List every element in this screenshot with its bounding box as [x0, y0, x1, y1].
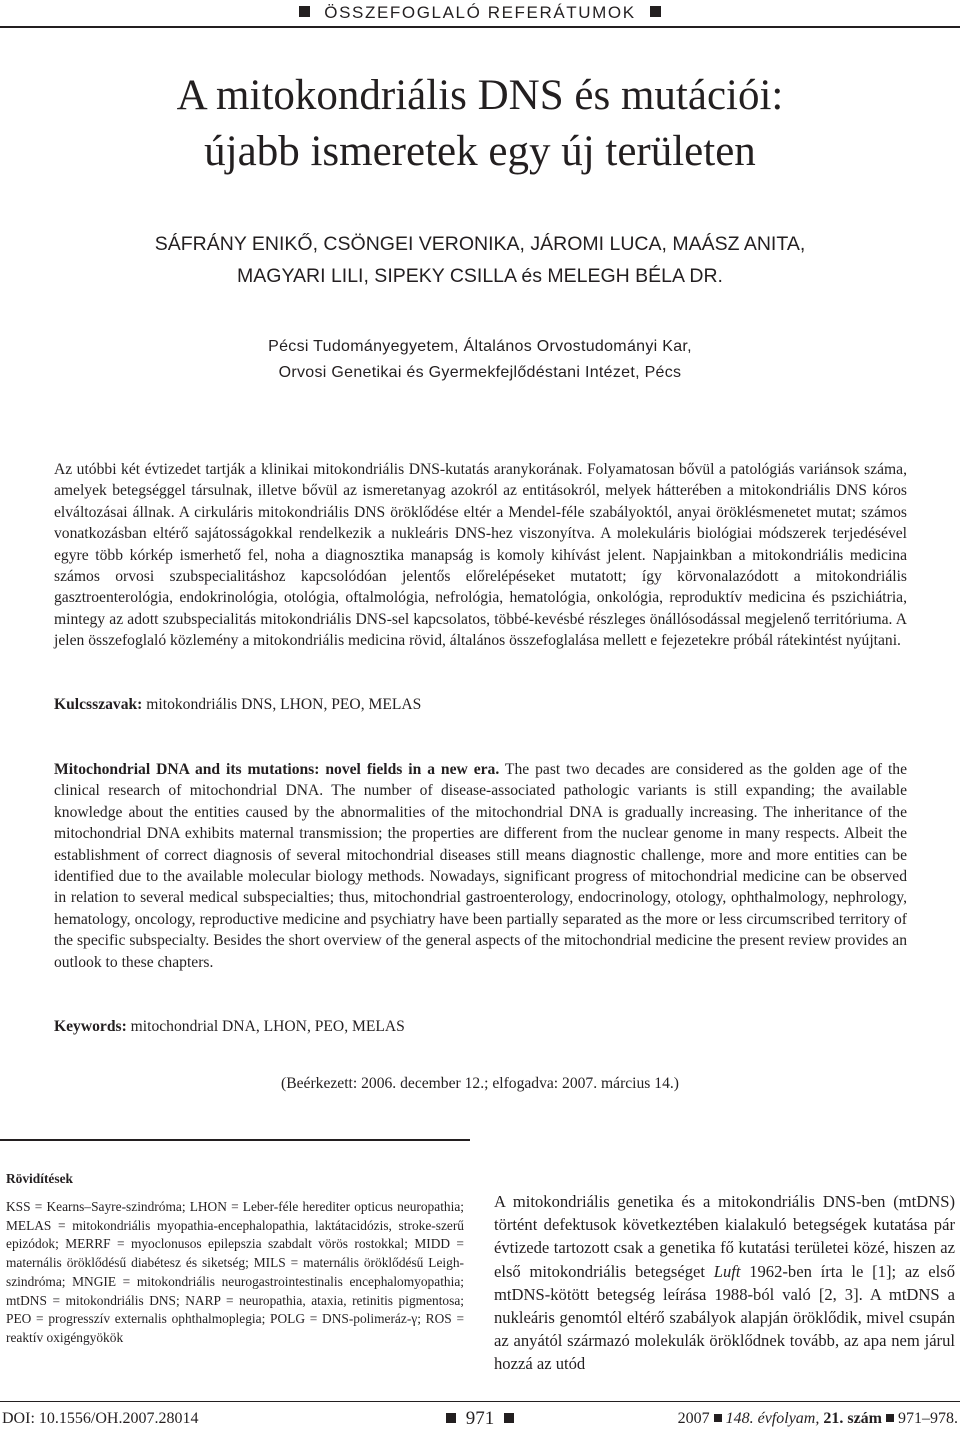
footer-doi: DOI: 10.1556/OH.2007.28014 — [2, 1410, 199, 1427]
abbreviations-title: Rövidítések — [6, 1171, 73, 1186]
authors-line-1: SÁFRÁNY ENIKŐ, CSÖNGEI VERONIKA, JÁROMI LUCA, MAÁSZ ANITA, — [154, 233, 806, 255]
keywords-label: Keywords: — [54, 1018, 127, 1035]
abstract-english-text: The past two decades are considered as the golden age of the clinical research of mitochondrial DNA. The number of disease-associated pathologic variants is still expanding; the available knowledge about the entities caused by the abnormalities of the mitochondrial DNA is gradually increasing. The inheritance of the mitochondrial DNA exhibits maternal transmission; the properties are different from the nuclear genome in many respects. Albeit the establishment of correct diagnosis of several mitochondrial diseases still means diagnostic challenge, more and more entities can be identified due to the available molecular biology methods. Nowadays, significant progress of mitochondrial medicine can be observed in relation to several medical subspecialties; thus, mitochondrial gastroenterology, endocrinology, otology, ophthalmology, nephrology, hematology, oncology, reproductive medicine and psychiatry have been partially separated as the more or less circumscribed territory of the specific subspecialty. Besides the short overview of the general aspects of the mitochondrial medicine the present review provides an outlook to these chapters. — [54, 761, 907, 971]
keywords-values: mitokondriális DNS, LHON, PEO, MELAS — [146, 696, 422, 713]
footer-journal-info — [678, 1407, 958, 1431]
received-dates: (Beérkezett: 2006. december 12.; elfogadva: 2007. március 14.) — [281, 1075, 679, 1092]
bullet-square-icon — [504, 1413, 514, 1423]
page-number: 971 — [465, 1408, 495, 1429]
author-list — [0, 228, 960, 292]
abstract-hungarian: Az utóbbi két évtizedet tartják a klinikai mitokondriális DNS-kutatás aranykorának. Folyamatosan bővül a patológiás variánsok száma, amelyek betegséggel társulnak, illetve bővül az ismeretanyag azokról az entitásokról, melyek hátterében a mitokondriális DNS kóros elváltozásai állnak. A cirkuláris mitokondriális DNS öröklődése eltér a Mendel-féle szabályoktól, anyai öröklésmenetet mutat; számos vonatkozásban eltérő sajátosságokkal rendelkezik a nukleáris DNS-hez viszonyítva. A molekuláris biológiai módszerek terjedésével egyre több kórkép ismerhető fel, noha a diagnosztika manapság is komoly kihívást jelent. Napjainkban a mitokondriális medicina számos orvosi szubspecialitáshoz kapcsolódóan jelentős előrelépéseket mutatott; így körvonalazódott a mitokondriális gasztroenterológia, endokrinológia, otológia, oftalmológia, nefrológia, hematológia, onkológia, reproduktív medicina és pszichiátria, mintegy az adott szubspecialitás mitokondriális DNS-sel kapcsolatos, többé-kevésbé részleges önállósodással megjelenő territóriuma. A jelen összefoglaló közlemény a mitokondriális medicina rövid, általános összefoglalása mellett e fejezetekre próbál rátekintést nyújtani. — [54, 461, 907, 650]
keywords-label: Kulcsszavak: — [54, 696, 143, 713]
keywords-english — [54, 1016, 907, 1038]
footer-issue: 21. szám — [823, 1410, 882, 1427]
keywords-hungarian — [54, 694, 907, 716]
intro-paragraph — [494, 1190, 955, 1376]
title-line-1: A mitokondriális DNS és mutációi: — [176, 72, 784, 119]
section-header — [0, 0, 960, 26]
footer-divider — [0, 1401, 960, 1402]
abstract-english-title: Mitochondrial DNA and its mutations: novel fields in a new era. — [54, 761, 500, 778]
bullet-square-icon — [650, 6, 661, 17]
abbreviations-text: KSS = Kearns–Sayre-szindróma; LHON = Leber-féle herediter opticus neuropathia; MELAS = mitokondriális myopathia-encephalopathia, laktátacidózis, stroke-szerű epizódok; MERRF = myoclonusos epilepszia szabdalt vörös rostokkal; MIDD = maternális öröklődésű diabétesz és siketség; MILS = maternális öröklődésű Leigh-szindróma; MNGIE = mitokondriális neurogastrointestinalis encephalomyopathia; mtDNS = mitokondriális DNS; NARP = neuropathia, ataxia, retinitis pigmentosa; PEO = progresszív externalis ophthalmoplegia; POLG = DNS-polimeráz-γ; ROS = reaktív oxigéngyökök — [6, 1199, 464, 1345]
title-line-2: újabb ismeretek egy új területen — [204, 128, 756, 175]
bullet-square-icon — [446, 1413, 456, 1423]
abbreviations-divider — [0, 1139, 470, 1141]
affiliation-line-1: Pécsi Tudományegyetem, Általános Orvostudományi Kar, — [268, 338, 692, 355]
footer-year: 2007 — [677, 1410, 710, 1427]
footer-pages: 971–978. — [898, 1410, 958, 1427]
affiliation — [0, 334, 960, 386]
intro-text-before: A mitokondriális genetika és a mitokondriális DNS-ben (mtDNS) történt defektusok következtében kialakuló betegségek kutatása pár évtizede tartozott csak a genetika fő kutatási területei közé, hiszen az első mitokondriális betegséget — [494, 1192, 955, 1281]
bullet-square-icon — [714, 1414, 722, 1422]
keywords-values: mitochondrial DNA, LHON, PEO, MELAS — [130, 1018, 405, 1035]
intro-author-name: Luft — [713, 1261, 741, 1281]
affiliation-line-2: Orvosi Genetikai és Gyermekfejlődéstani Intézet, Pécs — [278, 364, 682, 381]
abstract-english — [54, 759, 907, 973]
header-divider — [0, 26, 960, 28]
intro-text-after: 1962-ben írta le [1]; az első mtDNS-kötött betegség leírása 1988-ból való [2, 3]. A mtDNS a nukleáris genomtól eltérő szabályok alapján öröklődik, mivel csupán az anyától származó molekulák öröklődnek tovább, az apa nem járul hozzá az utód — [494, 1261, 956, 1374]
footer-volume: 148. évfolyam, — [725, 1410, 820, 1427]
article-title — [0, 68, 960, 180]
authors-line-2: MAGYARI LILI, SIPEKY CSILLA és MELEGH BÉLA DR. — [237, 265, 723, 287]
bullet-square-icon — [886, 1414, 894, 1422]
section-label: ÖSSZEFOGLALÓ REFERÁTUMOK — [324, 3, 636, 22]
bullet-square-icon — [299, 6, 310, 17]
